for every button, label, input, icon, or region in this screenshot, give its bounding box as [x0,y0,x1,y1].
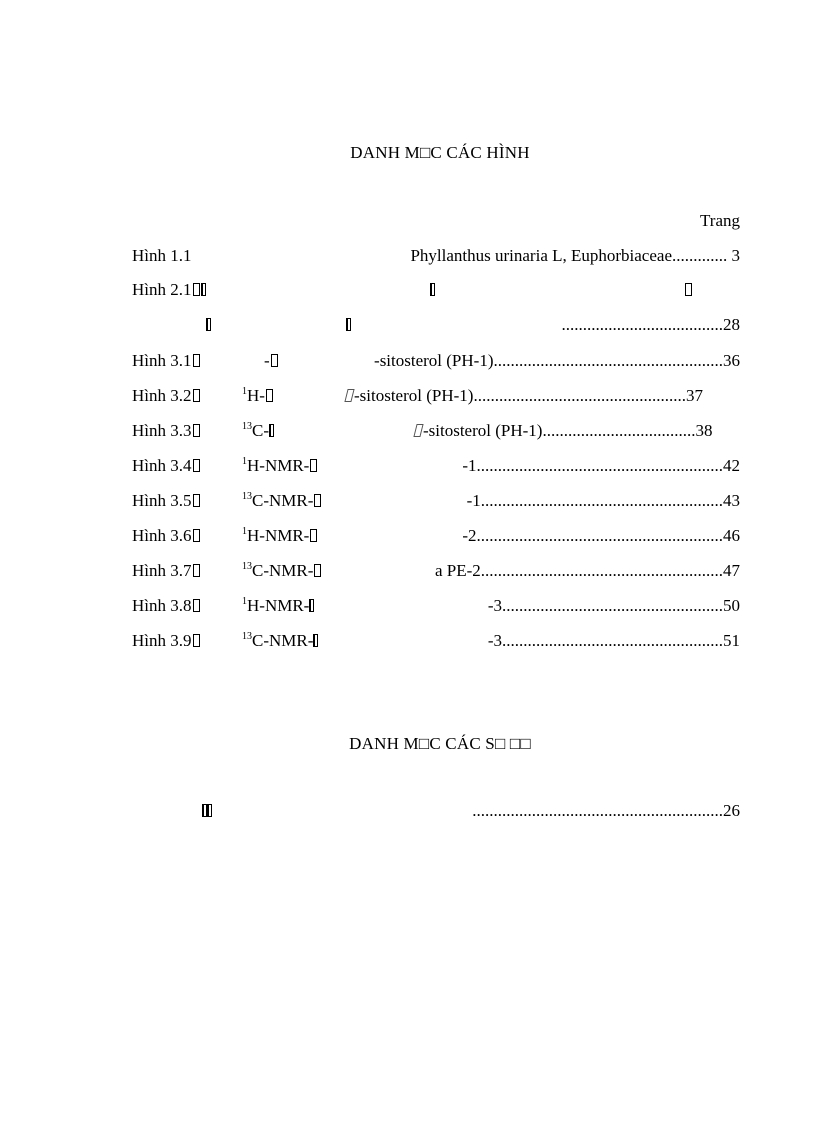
missing-glyph-icon [271,354,278,367]
superscript: 13 [242,631,252,642]
missing-glyph-icon [310,529,317,542]
figure-label [132,351,201,371]
figure-caption: ......................................28 [561,315,740,334]
figure-caption: Phyllanthus urinaria L, Euphorbiaceae............. 3 [410,246,740,265]
missing-glyph-icon [193,529,200,542]
missing-glyph-icon [193,459,200,472]
figure-caption: -2..........................................................46 [462,526,740,545]
superscript: 13 [242,421,252,432]
figure-caption-prefix [242,386,274,406]
missing-glyph-icon [310,459,317,472]
figure-label [132,631,201,651]
figure-caption [346,386,703,406]
figure-label-text: Hình 2.1 [132,280,192,299]
superscript: 1 [242,526,247,537]
figure-label [132,421,201,441]
missing-glyph-icon [206,315,211,335]
missing-glyph-icon [346,315,351,335]
missing-glyph-icon [193,354,200,367]
figure-caption: -3....................................................51 [487,631,740,650]
figure-label-text: Hình 3.7 [132,561,192,580]
figure-caption-prefix [242,561,322,581]
caption-prefix-text: - [264,351,270,370]
missing-glyph-icon [266,389,273,402]
figure-caption-prefix [242,596,314,616]
superscript: 13 [242,491,252,502]
caption-prefix-text: H-NMR- [247,456,310,475]
figure-label-text: Hình 3.2 [132,386,192,405]
superscript: 13 [242,561,252,572]
figure-label-text: Hình 3.3 [132,421,192,440]
missing-glyph-icon [314,494,321,507]
figure-caption: a PE-2.........................................................47 [434,561,740,580]
missing-glyph-icon [314,564,321,577]
figure-label [132,491,201,511]
missing-glyph-icon [193,564,200,577]
caption-prefix-text: C-NMR- [252,561,314,580]
caption-prefix-text: H-NMR- [247,596,310,615]
figure-caption-prefix [242,631,318,651]
missing-glyph-icon [193,599,200,612]
figure-caption [415,421,712,441]
figure-caption: -3....................................................50 [487,596,740,615]
figure-caption-prefix [264,351,279,371]
missing-glyph-icon [193,634,200,647]
missing-glyph-icon [193,283,200,296]
missing-glyph-icon [269,424,274,437]
figure-label [132,561,201,581]
figure-label-text: Hình 3.8 [132,596,192,615]
missing-glyph-icon [193,389,200,402]
figure-label-text: Hình 3.4 [132,456,192,475]
caption-text: -sitosterol (PH-1)....................................38 [423,421,713,440]
caption-prefix-text: C-NMR- [252,491,314,510]
missing-glyph-icon [202,801,212,821]
caption-text: -sitosterol (PH-1)..................................................37 [354,386,703,405]
figure-caption-prefix [242,526,318,546]
superscript: 1 [242,456,247,467]
missing-glyph-icon [313,634,318,647]
caption-prefix-text: H-NMR- [247,526,310,545]
missing-glyph-icon [430,280,435,300]
missing-glyph-icon [201,283,206,296]
caption-prefix-text: C-NMR- [252,631,314,650]
figure-caption-prefix [242,421,274,441]
figure-caption-prefix [242,491,322,511]
figure-label-text: Hình 3.5 [132,491,192,510]
figure-label [132,596,201,616]
missing-glyph-icon [684,280,693,300]
diagram-caption: ...........................................................26 [472,801,740,820]
figure-label: Hình 1.1 [132,246,192,265]
caption-prefix-text: C- [252,421,269,440]
figure-label [132,456,201,476]
figure-caption-prefix [242,456,318,476]
page-column-header: Trang [700,211,740,230]
superscript: 1 [242,596,247,607]
figure-caption: -1.........................................................43 [466,491,740,510]
figure-caption: -1..........................................................42 [462,456,740,475]
figure-label [132,526,201,546]
figure-label [132,280,206,300]
diagrams-title: DANH M□C CÁC S□ □□ [349,734,531,753]
figure-label [132,386,201,406]
missing-glyph-icon [309,599,314,612]
missing-glyph-icon [193,424,200,437]
figure-label-text: Hình 3.9 [132,631,192,650]
missing-glyph-icon [193,494,200,507]
superscript: 1 [242,386,247,397]
figure-caption: -sitosterol (PH-1)......................................................36 [374,351,740,370]
caption-prefix-text: H- [247,386,265,405]
figure-label-text: Hình 3.6 [132,526,192,545]
figures-title: DANH M□C CÁC HÌNH [350,143,530,162]
figure-label-text: Hình 3.1 [132,351,192,370]
